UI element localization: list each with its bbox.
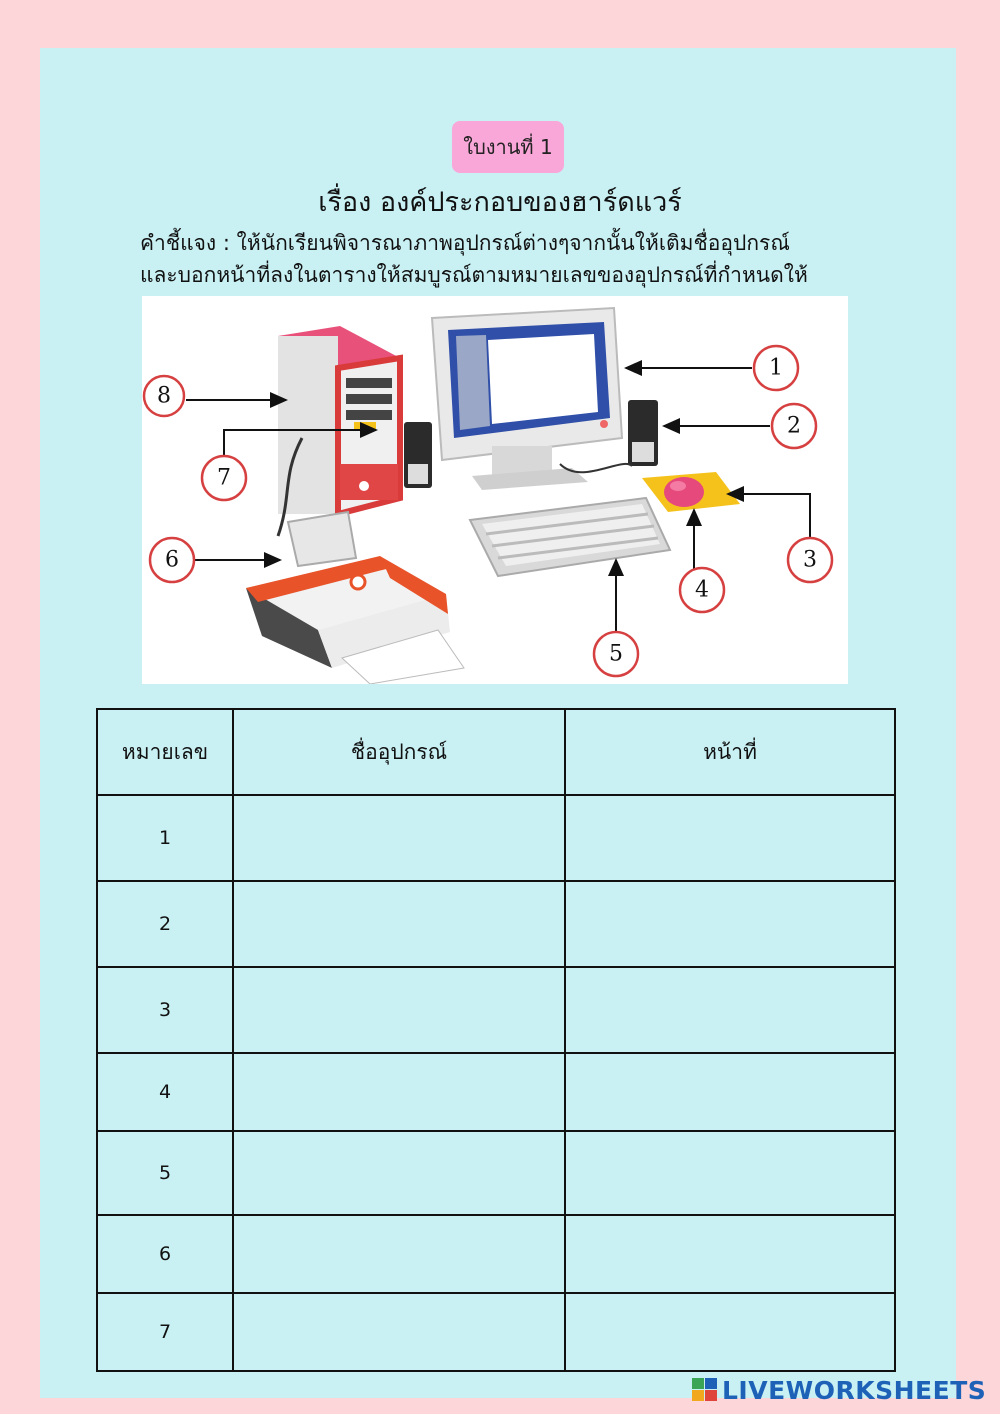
callout-8: 8 xyxy=(157,383,171,409)
function-field[interactable] xyxy=(565,1131,895,1215)
monitor-drawing xyxy=(432,308,622,490)
device-name-field[interactable] xyxy=(233,795,565,881)
device-name-field[interactable] xyxy=(233,1053,565,1131)
row-number: 2 xyxy=(97,881,233,967)
table-row xyxy=(97,1131,895,1215)
device-name-field[interactable] xyxy=(233,967,565,1053)
callout-2: 2 xyxy=(787,413,801,439)
table-row xyxy=(97,1215,895,1293)
worksheet-badge xyxy=(452,121,564,173)
instruction-line-1: คำชี้แจง : ให้นักเรียนพิจารณาภาพอุปกรณ์ต่างๆจากนั้นให้เติมชื่ออุปกรณ์ xyxy=(140,231,790,255)
mouse-drawing xyxy=(642,472,740,512)
row-number: 6 xyxy=(97,1215,233,1293)
row-number: 3 xyxy=(97,967,233,1053)
liveworksheets-logo-icon xyxy=(692,1378,718,1402)
liveworksheets-logo xyxy=(692,1374,986,1406)
printer-drawing xyxy=(246,512,464,684)
system-unit-drawing xyxy=(278,326,400,514)
worksheet-badge-label: ใบงานที่ 1 xyxy=(463,135,553,159)
table-row xyxy=(97,1293,895,1371)
instruction-line-2: และบอกหน้าที่ลงในตารางให้สมบูรณ์ตามหมายเลขของอุปกรณ์ที่กำหนดให้ xyxy=(140,263,808,287)
row-number: 5 xyxy=(97,1131,233,1215)
row-number: 1 xyxy=(97,795,233,881)
callout-4: 4 xyxy=(695,577,709,603)
callout-1: 1 xyxy=(769,355,783,381)
function-field[interactable] xyxy=(565,1293,895,1371)
callout-3: 3 xyxy=(803,547,817,573)
table-header-row xyxy=(97,709,895,795)
callout-6: 6 xyxy=(165,547,179,573)
row-number: 7 xyxy=(97,1293,233,1371)
function-field[interactable] xyxy=(565,1053,895,1131)
device-name-field[interactable] xyxy=(233,1293,565,1371)
function-field[interactable] xyxy=(565,1215,895,1293)
callout-7: 7 xyxy=(217,465,231,491)
row-number: 4 xyxy=(97,1053,233,1131)
function-field[interactable] xyxy=(565,967,895,1053)
header-number: หมายเลข xyxy=(97,709,233,795)
worksheet-title: เรื่อง องค์ประกอบของฮาร์ดแวร์ xyxy=(318,187,682,218)
table-row xyxy=(97,967,895,1053)
speaker-right-drawing xyxy=(628,400,658,466)
callout-5: 5 xyxy=(609,641,623,667)
table-row xyxy=(97,881,895,967)
function-field[interactable] xyxy=(565,881,895,967)
device-name-field[interactable] xyxy=(233,1215,565,1293)
device-name-field[interactable] xyxy=(233,1131,565,1215)
function-field[interactable] xyxy=(565,795,895,881)
speaker-left-drawing xyxy=(404,422,432,488)
keyboard-drawing xyxy=(470,498,670,576)
answer-table xyxy=(96,708,896,1372)
computer-hardware-illustration xyxy=(142,296,848,684)
hardware-diagram xyxy=(142,296,848,684)
table-row xyxy=(97,1053,895,1131)
header-function: หน้าที่ xyxy=(565,709,895,795)
device-name-field[interactable] xyxy=(233,881,565,967)
liveworksheets-wordmark: LIVEWORKSHEETS xyxy=(722,1375,987,1405)
table-row xyxy=(97,795,895,881)
header-device-name: ชื่ออุปกรณ์ xyxy=(233,709,565,795)
